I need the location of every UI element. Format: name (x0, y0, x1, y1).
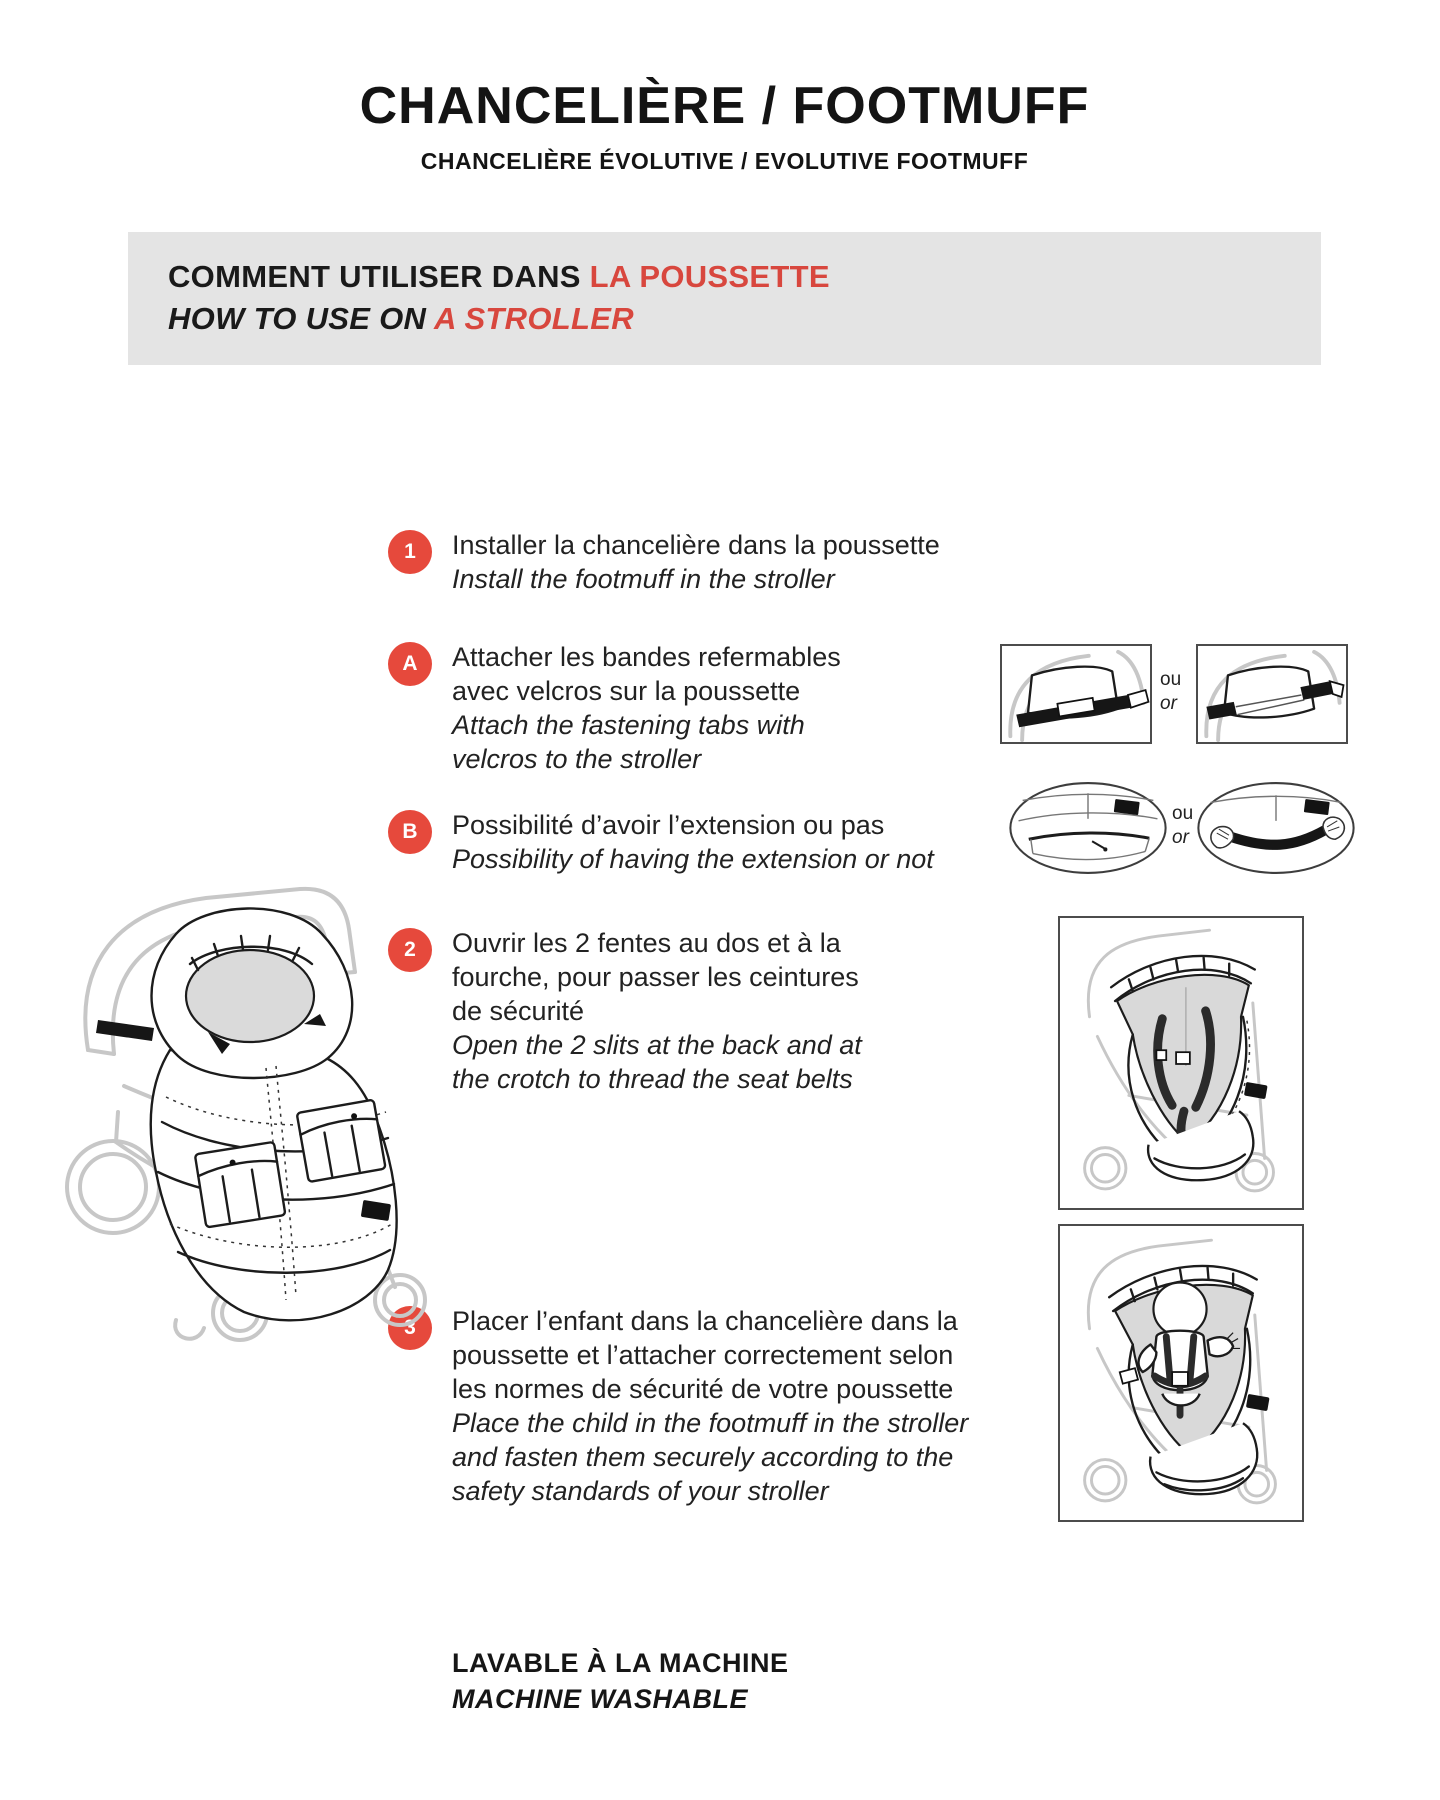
step-2 (388, 926, 862, 1096)
step-3-text-en: and fasten them securely according to the (452, 1442, 954, 1472)
section-banner (128, 232, 1321, 365)
care-note-en: MACHINE WASHABLE (452, 1684, 748, 1714)
step-3-text-en: Place the child in the footmuff in the stroller (452, 1408, 969, 1438)
banner-fr-prefix: COMMENT UTILISER DANS (168, 259, 590, 294)
header (128, 76, 1321, 175)
or-connector-b (1172, 802, 1193, 850)
step-b-text-fr: Possibilité d’avoir l’extension ou pas (452, 810, 885, 840)
extension-zipped-illustration (1006, 780, 1170, 876)
step-3-badge: 3 (388, 1306, 432, 1350)
banner-en-prefix: HOW TO USE ON (168, 301, 434, 336)
step-2-text-en: Open the 2 slits at the back and at (452, 1030, 862, 1060)
step-3-text-fr: poussette et l’attacher correctement selon (452, 1340, 954, 1370)
footmuff-on-stroller-sketch (58, 872, 450, 1342)
step-b (388, 808, 934, 876)
extension-unzipping-illustration (1194, 780, 1358, 876)
step-3-text-fr: les normes de sécurité de votre poussette (452, 1374, 954, 1404)
step-1 (388, 528, 940, 596)
step-2-badge: 2 (388, 928, 432, 972)
or-connector-b-en: or (1172, 827, 1189, 848)
banner-fr-highlight: LA POUSSETTE (589, 259, 830, 294)
velcro-strap (96, 1020, 154, 1041)
step-2-text-en: the crotch to thread the seat belts (452, 1064, 853, 1094)
page-subtitle: CHANCELIÈRE ÉVOLUTIVE / EVOLUTIVE FOOTMUFF (420, 148, 1029, 174)
step-1-text-fr: Installer la chancelière dans la poussette (452, 530, 940, 560)
step-2-text-fr: fourche, pour passer les ceintures (452, 962, 859, 992)
banner-title-en (168, 298, 1321, 340)
step-a-text-fr: avec velcros sur la poussette (452, 676, 801, 706)
side-tabs-seat-illustration (1196, 644, 1348, 744)
step-b-badge: B (388, 810, 432, 854)
step-2-text-fr: de sécurité (452, 996, 585, 1026)
step-a-badge: A (388, 642, 432, 686)
page-title: CHANCELIÈRE / FOOTMUFF (359, 77, 1090, 135)
step-a-text-en: velcros to the stroller (452, 744, 702, 774)
or-connector-a-en: or (1160, 693, 1177, 714)
child-in-footmuff-illustration (1058, 1224, 1304, 1522)
step-a (388, 640, 841, 776)
banner-title-fr (168, 256, 1321, 298)
step-3-text-fr: Placer l’enfant dans la chancelière dans la (452, 1306, 958, 1336)
strap-over-seat-illustration (1000, 644, 1152, 744)
or-connector-a (1160, 668, 1181, 716)
step-3 (388, 1304, 968, 1508)
step-2-text-fr: Ouvrir les 2 fentes au dos et à la (452, 928, 841, 958)
care-note (452, 1648, 788, 1715)
step-1-text-en: Install the footmuff in the stroller (452, 564, 835, 594)
step-3-text-en: safety standards of your stroller (452, 1476, 829, 1506)
step-1-badge: 1 (388, 530, 432, 574)
banner-en-highlight: A STROLLER (434, 301, 634, 336)
step-b-text-en: Possibility of having the extension or not (452, 844, 934, 874)
or-connector-a-fr: ou (1160, 669, 1182, 690)
open-slits-belts-illustration (1058, 916, 1304, 1210)
step-a-text-en: Attach the fastening tabs with (452, 710, 805, 740)
or-connector-b-fr: ou (1172, 803, 1194, 824)
care-note-fr: LAVABLE À LA MACHINE (452, 1648, 789, 1678)
step-a-text-fr: Attacher les bandes refermables (452, 642, 841, 672)
